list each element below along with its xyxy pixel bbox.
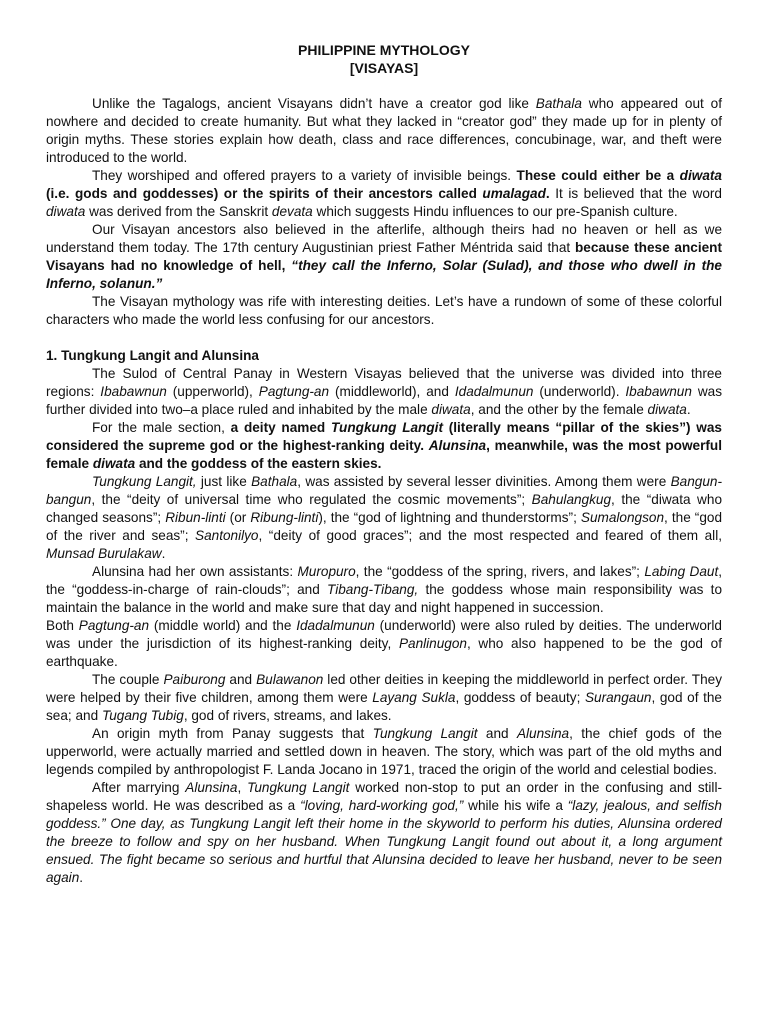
text-run: Alunsina: [185, 780, 238, 795]
text-run: just like: [196, 474, 252, 489]
text-run: , who also happened to be the god of earthquake.: [46, 636, 722, 669]
text-run: diwata: [92, 456, 136, 471]
body-paragraph: [46, 671, 722, 725]
text-run: Ribung-linti: [250, 510, 319, 525]
text-run: the goddess whose main responsibility was to maintain the balance in the world and make sure that day and night happened in succession.: [46, 582, 723, 615]
text-run: worked non-stop to put an order in the confusing and still-shapeless world. He was described as a: [46, 780, 722, 813]
text-run: Sumalongson: [580, 510, 665, 525]
text-run: Ribun-linti: [165, 510, 226, 525]
body-paragraph: [46, 725, 722, 779]
text-run: An origin myth from Panay suggests that: [92, 726, 373, 741]
text-run: .: [161, 546, 166, 561]
text-run: Paiburong: [163, 672, 226, 687]
text-run: Bahulangkug: [531, 492, 612, 507]
text-run: Panlinugon: [398, 636, 467, 651]
text-run: Muropuro: [297, 564, 356, 579]
text-run: (underworld).: [533, 384, 626, 399]
text-run: Idadalmunun: [296, 618, 375, 633]
text-run: Labing Daut: [644, 564, 719, 579]
text-run: Unlike the Tagalogs, ancient Visayans didn’t have a creator god like: [92, 96, 536, 111]
text-run: , the “goddess of the spring, rivers, and lakes”;: [355, 564, 645, 579]
text-run: Idadalmunun: [454, 384, 534, 399]
text-run: who appeared out of nowhere and decided to create humanity. But what they lacked in “creator god” they made up for in plenty of origin myths. These stories explain how death, class and race differences, concubinage, war, and theft were introduced to the world.: [46, 96, 722, 165]
text-run: , the “diwata who changed seasons”;: [46, 492, 722, 525]
text-run: Alunsina had her own assistants:: [92, 564, 298, 579]
text-run: Both: [46, 618, 79, 633]
body-paragraph: [46, 221, 722, 293]
text-run: diwata: [46, 204, 86, 219]
body-paragraph: [46, 617, 722, 671]
text-run: , goddess of beauty;: [455, 690, 585, 705]
text-run: , the “goddess-in-charge of rain-clouds”; and: [46, 564, 722, 597]
text-run: diwata: [431, 402, 471, 417]
text-run: (i.e. gods and goddesses) or the spirits of their ancestors called: [46, 186, 483, 201]
text-run: , and the other by the female: [470, 402, 648, 417]
text-run: Tungkung Langit: [247, 780, 350, 795]
section-heading: [46, 347, 722, 365]
text-run: , god of rivers, streams, and lakes.: [183, 708, 392, 723]
text-run: It is believed that the word: [549, 186, 722, 201]
text-run: which suggests Hindu influences to our pre-Spanish culture.: [312, 204, 678, 219]
text-run: Tungkung Langit: [372, 726, 478, 741]
text-run: These could either be a: [516, 168, 680, 183]
text-run: and: [225, 672, 257, 687]
text-run: (middleworld), and: [329, 384, 455, 399]
body-paragraph: [46, 779, 722, 887]
text-run: , the “deity of universal time who regulated the cosmic movements”;: [91, 492, 532, 507]
title-gap: [46, 77, 722, 95]
text-run: (middle world) and the: [149, 618, 297, 633]
text-run: , the “god of the river and seas”;: [46, 510, 723, 543]
body-paragraph: [46, 293, 722, 329]
text-run: ,: [237, 780, 248, 795]
text-run: Tibang-Tibang,: [327, 582, 419, 597]
document-subtitle: [VISAYAS]: [349, 60, 419, 76]
text-run: For the male section,: [92, 420, 231, 435]
text-run: while his wife a: [463, 798, 568, 813]
text-run: Pagtung-an: [258, 384, 330, 399]
text-run: .: [79, 870, 84, 885]
text-run: diwata: [679, 168, 722, 183]
document-body: [46, 95, 722, 887]
text-run: The Sulod of Central Panay in Western Visayas believed that the universe was divided into three regions:: [46, 366, 722, 399]
text-run: Ibabawnun: [625, 384, 692, 399]
text-run: The Visayan mythology was rife with interesting deities. Let’s have a rundown of some of these colorful characters who made the world less confusing for our ancestors.: [46, 294, 722, 327]
text-run: umalagad: [482, 186, 546, 201]
text-run: Our Visayan ancestors also believed in the afterlife, although theirs had no heaven or hell as we understand them today. The 17th century Augustinian priest Father Méntrida said that: [46, 222, 722, 255]
text-run: and the goddess of the eastern skies.: [135, 456, 382, 471]
text-run: Bathala: [251, 474, 298, 489]
text-run: Alunsina: [428, 438, 487, 453]
text-run: devata: [271, 204, 313, 219]
text-run: Alunsina: [516, 726, 570, 741]
text-run: After marrying: [92, 780, 186, 795]
text-run: (or: [225, 510, 251, 525]
text-run: The couple: [92, 672, 164, 687]
text-run: They worshiped and offered prayers to a variety of invisible beings.: [92, 168, 517, 183]
text-run: 1. Tungkung Langit and Alunsina: [46, 348, 259, 363]
text-run: “loving, hard-working god,”: [300, 798, 464, 813]
body-paragraph: [46, 365, 722, 419]
text-run: , “deity of good graces”; and the most respected and feared of them all,: [258, 528, 722, 543]
body-paragraph: [46, 167, 722, 221]
text-run: , meanwhile, was the most powerful female: [46, 438, 722, 471]
text-run: was further divided into two–a place ruled and inhabited by the male: [46, 384, 723, 417]
text-run: Bangun-bangun: [46, 474, 722, 507]
text-run: Tugang Tubig: [101, 708, 184, 723]
text-run: “they call the Inferno, Solar (Sulad), and those who dwell in the Inferno, solanun.”: [46, 258, 722, 291]
body-paragraph: [46, 95, 722, 167]
text-run: (upperworld),: [166, 384, 259, 399]
text-run: Bulawanon: [256, 672, 324, 687]
text-run: , the chief gods of the upperworld, were actually married and settled down in heaven. The story, which was part of the old myths and legends compiled by anthropologist F. Landa Jocano in 1971, traced the origin of the world and celestial bodies.: [46, 726, 722, 777]
text-run: “lazy, jealous, and selfish goddess.” One day, as Tungkung Langit left their home in the skyworld to perform his duties, Alunsina ordered the breeze to follow and spy on her husband. When Tungkung Langit found out about it, a long argument ensued. The fight became so serious and hurtful that Alunsina decided to leave her husband, never to be seen again: [46, 798, 722, 885]
text-run: ), the “god of lightning and thunderstorms”;: [318, 510, 581, 525]
paragraph-gap: [46, 329, 722, 347]
body-paragraph: [46, 419, 722, 473]
text-run: and: [477, 726, 517, 741]
text-run: .: [545, 186, 550, 201]
text-run: , god of the sea; and: [46, 690, 722, 723]
text-run: Layang Sukla: [372, 690, 456, 705]
text-run: (underworld) were also ruled by deities. The underworld was under the jurisdiction of its highest-ranking deity,: [46, 618, 722, 651]
text-run: led other deities in keeping the middleworld in perfect order. They were helped by their five children, among them were: [46, 672, 722, 705]
text-run: Santonilyo: [195, 528, 259, 543]
text-run: , was assisted by several lesser divinities. Among them were: [297, 474, 671, 489]
text-run: because these ancient Visayans had no knowledge of hell,: [46, 240, 722, 273]
text-run: Bathala: [535, 96, 582, 111]
document-title: PHILIPPINE MYTHOLOGY: [298, 42, 470, 58]
text-run: Tungkung Langit: [331, 420, 443, 435]
text-run: (literally means “pillar of the skies”) was considered the supreme god or the highest-ranking deity.: [46, 420, 722, 453]
text-run: .: [686, 402, 691, 417]
text-run: was derived from the Sanskrit: [85, 204, 272, 219]
text-run: Ibabawnun: [100, 384, 167, 399]
text-run: Pagtung-an: [78, 618, 150, 633]
text-run: diwata: [647, 402, 687, 417]
text-run: Surangaun: [584, 690, 652, 705]
body-paragraph: [46, 563, 722, 617]
text-run: Tungkung Langit,: [92, 474, 197, 489]
text-run: a deity named: [230, 420, 331, 435]
text-run: Munsad Burulakaw: [46, 546, 162, 561]
body-paragraph: [46, 473, 722, 563]
